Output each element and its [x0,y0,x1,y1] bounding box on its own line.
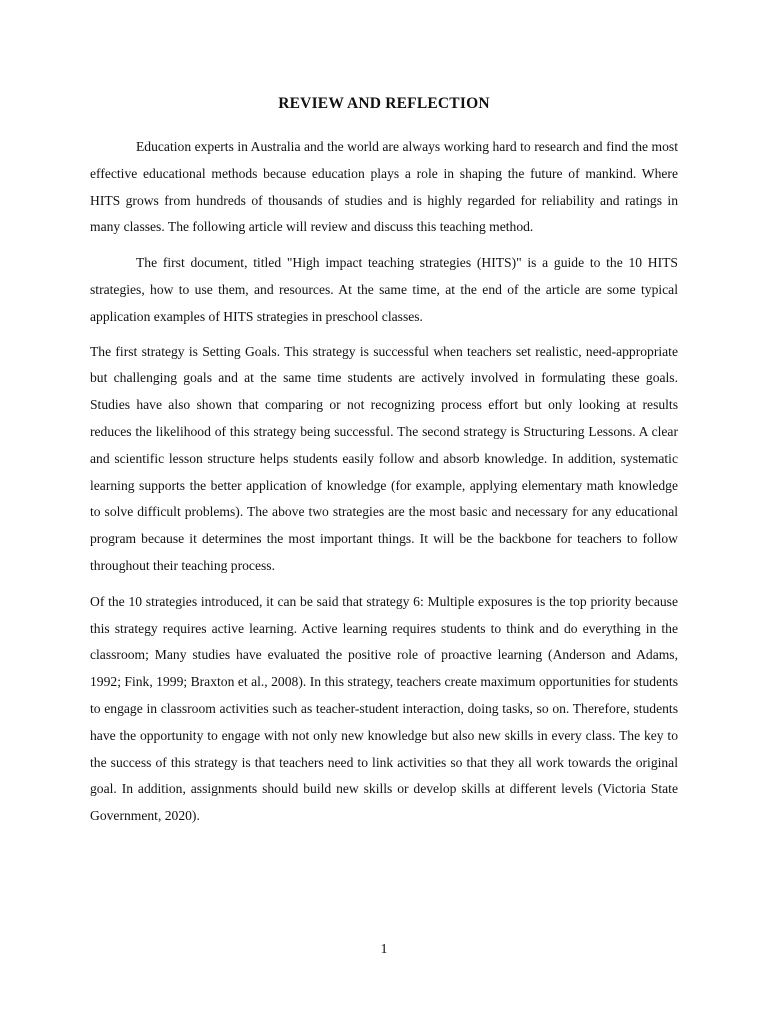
document-title: REVIEW AND REFLECTION [278,95,490,112]
paragraph-first-document: The first document, titled "High impact teaching strategies (HITS)" is a guide to the 10 HITS strategies, how to use them, and resources. At the same time, at the end of the article are some typical application examples of HITS strategies in preschool classes. [90,255,678,324]
document-body [90,134,678,830]
paragraph-multiple-exposures: Of the 10 strategies introduced, it can be said that strategy 6: Multiple exposures is the top priority because this strategy requires active learning. Active learning requires students to think and do everything in the classroom; Many studies have evaluated the positive role of proactive learning (Anderson and Adams, 1992; Fink, 1999; Braxton et al., 2008). In this strategy, teachers create maximum opportunities for students to engage in classroom activities such as teacher-student interaction, doing tasks, so on. Therefore, students have the opportunity to engage with not only new knowledge but also new skills in every class. The key to the success of this strategy is that teachers need to link activities so that they all work towards the original goal. In addition, assignments should build new skills or develop skills at different levels (Victoria State Government, 2020). [90,593,678,824]
page-number: 1 [380,942,388,957]
paragraph-introduction: Education experts in Australia and the world are always working hard to research and find the most effective educational methods because education plays a role in shaping the future of mankind. Where HITS grows from hundreds of thousands of studies and is highly regarded for reliability and ratings in many classes. The following article will review and discuss this teaching method. [90,139,678,235]
paragraph-first-strategies: The first strategy is Setting Goals. This strategy is successful when teachers set realistic, need-appropriate but challenging goals and at the same time students are actively involved in formulating these goals. Studies have also shown that comparing or not recognizing process effort but only looking at results reduces the likelihood of this strategy being successful. The second strategy is Structuring Lessons. A clear and scientific lesson structure helps students easily follow and absorb knowledge. In addition, systematic learning supports the better application of knowledge (for example, applying elementary math knowledge to solve difficult problems). The above two strategies are the most basic and necessary for any educational program because it determines the most important things. It will be the backbone for teachers to follow throughout their teaching process. [90,343,678,573]
